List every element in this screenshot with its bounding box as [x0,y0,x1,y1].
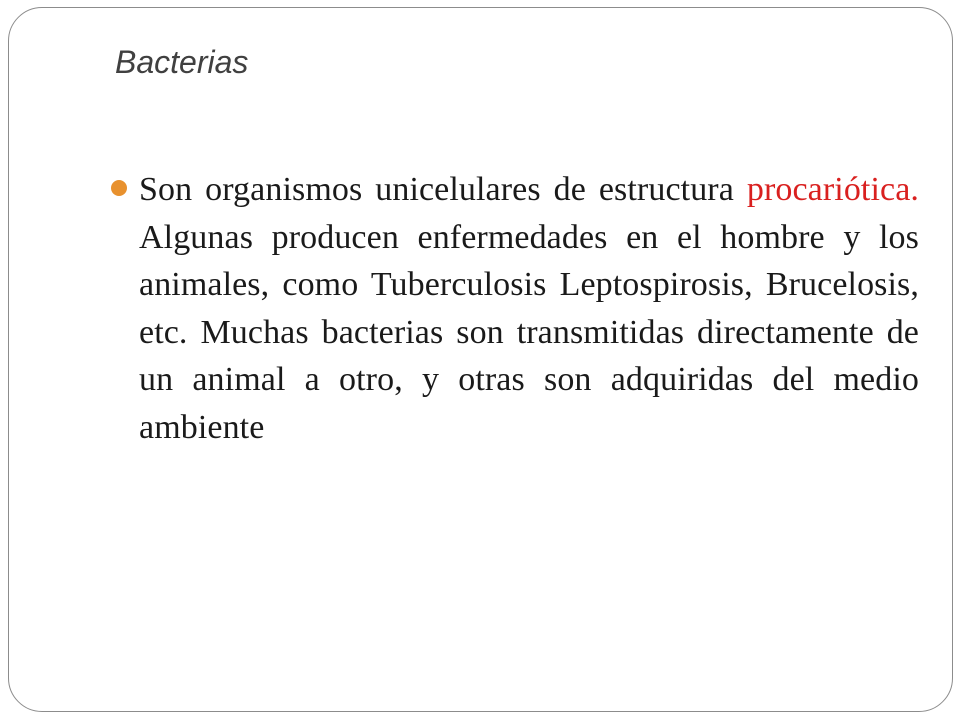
slide-frame [8,7,953,712]
bullet-text-before: Son organismos unicelulares de estructura [139,171,747,208]
bullet-dot-icon [111,180,127,196]
highlighted-term: procariótica. [746,171,919,208]
bullet-item [139,166,919,451]
slide-title: Bacterias [115,44,249,80]
bullet-text-after: Algunas producen enfermedades en el hombre y los animales, como Tuberculosis Leptospirosis, Brucelosis, etc. Muchas bacterias son transmitidas directamente de un animal a otro, y otras son adquiridas del medio ambiente [139,218,919,446]
bullet-text [139,166,919,451]
bullet-list [139,166,919,451]
